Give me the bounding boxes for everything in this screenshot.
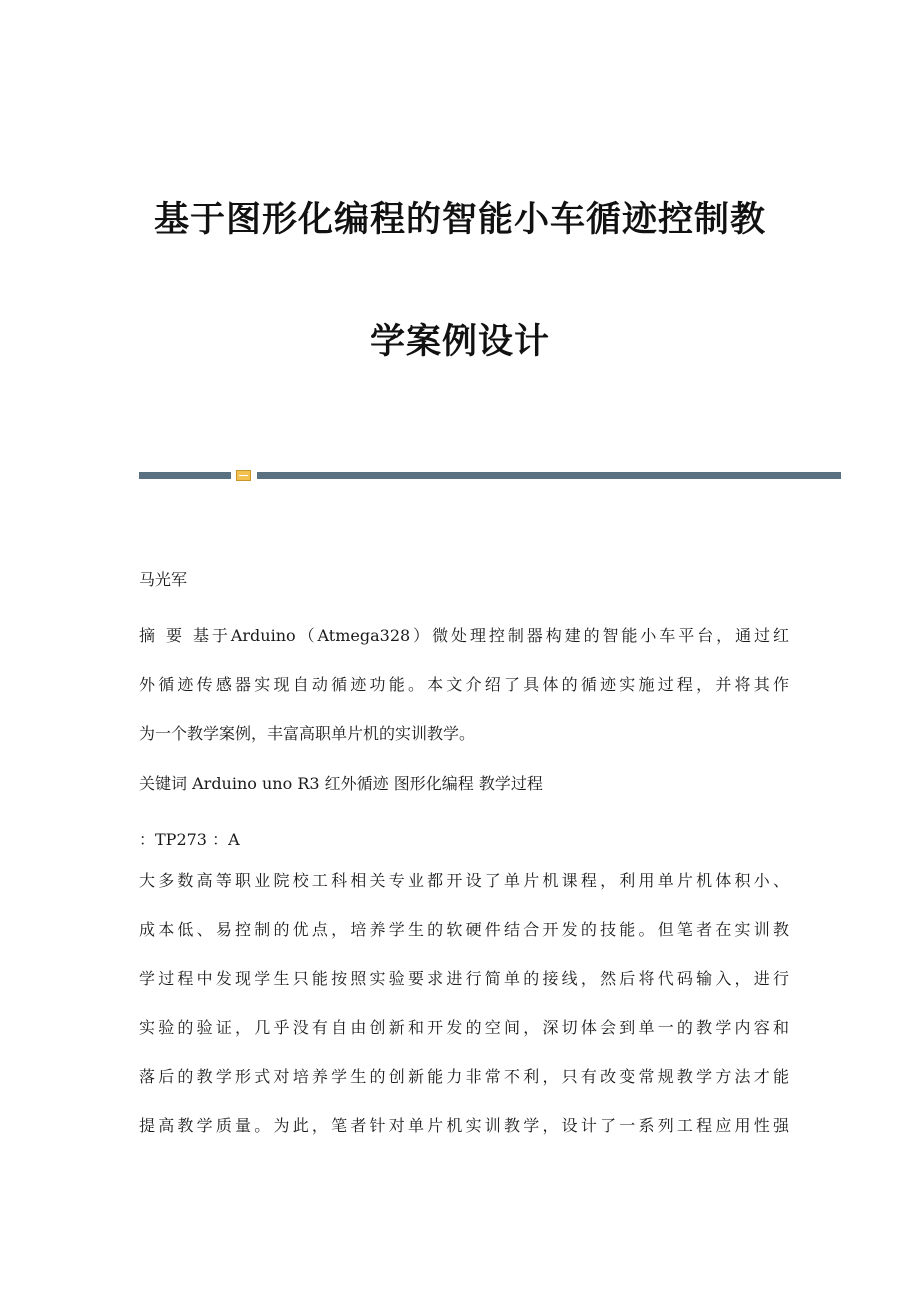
title-divider <box>139 470 841 482</box>
abstract-line: 外循迹传感器实现自动循迹功能。本文介绍了具体的循迹实施过程，并将其作 <box>139 675 789 694</box>
document-title-line-1: 基于图形化编程的智能小车循迹控制教 <box>153 200 766 240</box>
author-name: 马光军 <box>139 570 188 589</box>
keyword-item: 红外循迹 <box>324 774 389 793</box>
keyword-item: 教学过程 <box>478 774 543 793</box>
abstract-label: 摘 要 <box>139 626 185 645</box>
body-line: 落后的教学形式对培养学生的创新能力非常不利，只有改变常规教学方法才能 <box>139 1067 789 1086</box>
keywords-label: 关键词 <box>139 774 188 793</box>
document-title-line-2: 学案例设计 <box>369 322 550 362</box>
body-line: 提高教学质量。为此，笔者针对单片机实训教学，设计了一系列工程应用性强 <box>139 1116 789 1135</box>
abstract-section <box>139 611 789 758</box>
divider-right-bar <box>257 472 841 479</box>
keywords-line <box>139 759 789 808</box>
body-line: 实验的验证，几乎没有自由创新和开发的空间，深切体会到单一的教学内容和 <box>139 1018 789 1037</box>
abstract-line <box>139 611 789 660</box>
abstract-text: 基于Arduino（Atmega328）微处理控制器构建的智能小车平台，通过红 <box>192 626 789 645</box>
body-paragraph <box>139 856 789 1150</box>
body-line: 学过程中发现学生只能按照实验要求进行简单的接线，然后将代码输入，进行 <box>139 969 789 988</box>
keyword-item: Arduino uno R3 <box>192 774 320 793</box>
body-line: 大多数高等职业院校工科相关专业都开设了单片机课程，利用单片机体积小、 <box>139 871 789 890</box>
body-line: 成本低、易控制的优点，培养学生的软硬件结合开发的技能。但笔者在实训教 <box>139 920 789 939</box>
keyword-item: 图形化编程 <box>393 774 474 793</box>
divider-ornament-icon <box>236 470 251 481</box>
abstract-line: 为一个教学案例，丰富高职单片机的实训教学。 <box>139 724 476 743</box>
classification-code: ：TP273 ：A <box>139 830 240 849</box>
divider-left-bar <box>139 472 231 479</box>
